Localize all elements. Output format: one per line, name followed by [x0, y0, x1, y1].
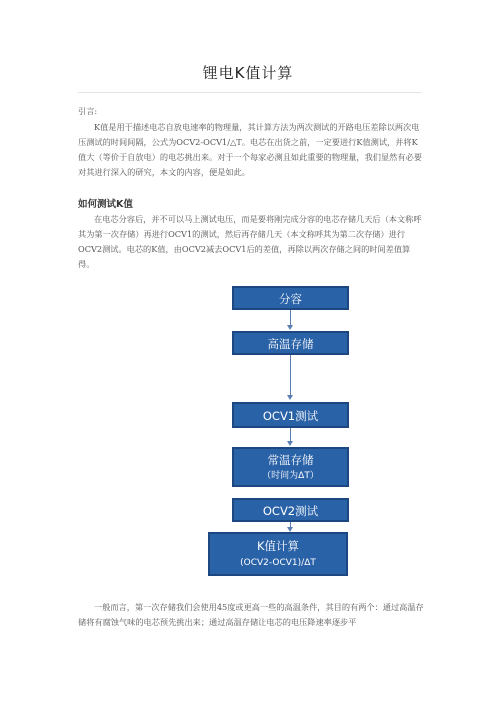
flow-step-label: 分容 — [279, 292, 302, 306]
flow-step-room-temp-storage — [232, 447, 349, 487]
flow-step-label: OCV1测试 — [262, 409, 319, 423]
flow-step-ocv2-test — [232, 498, 349, 522]
flow-step-label: K值计算 — [256, 539, 300, 553]
flow-arrowhead — [287, 441, 293, 446]
section-heading: 如何测试K值 — [78, 199, 133, 210]
flow-step-ocv1-test — [232, 402, 349, 428]
section-paragraph: 在电芯分容后，并不可以马上测试电压，而是要将刚完成分容的电芯存储几天后（本文称呼其为第一次存储）再进行OCV1的测试，然后再存储几天（本文称呼其为第二次存储）进行OCV2测试。电芯的K值，由OCV2减去OCV1后的差值，再除以两次存储之间的时间差值算得。 — [78, 214, 422, 269]
flow-step-formula: (OCV2-OCV1)/ΔT — [240, 558, 316, 568]
intro-label: 引言: — [78, 106, 98, 116]
flow-step-high-temp-storage — [232, 331, 349, 355]
document-title: 锂电K值计算 — [202, 64, 294, 82]
flow-step-label: OCV2测试 — [262, 504, 319, 518]
bottom-paragraph: 一般而言，第一次存储我们会使用45度或更高一些的高温条件，其目的有两个：通过高温存储将有腐蚀气味的电芯预先挑出来；通过高温存储让电芯的电压降速率逐步平 — [78, 602, 424, 627]
flow-arrowhead — [287, 395, 293, 400]
flow-step-label: 常温存储 — [267, 453, 314, 467]
flow-step-k-value-calc — [208, 532, 348, 576]
flow-arrow — [290, 355, 291, 395]
flow-arrow — [290, 428, 291, 442]
flow-step-sublabel: （时间为ΔT） — [262, 471, 319, 481]
title-divider — [78, 92, 422, 93]
flow-arrowhead — [287, 325, 293, 330]
flow-step-label: 高温存储 — [267, 337, 314, 351]
flow-step-capacity-grading — [232, 286, 349, 310]
intro-paragraph: K值是用于描述电芯自放电速率的物理量，其计算方法为两次测试的开路电压差除以两次电压测试的时间间隔，公式为OCV2-OCV1/△T。电芯在出货之前，一定要进行K值测试，并将K值大（等价于自放电）的电芯挑出来。对于一个每家必测且如此重要的物理量，我们显然有必要对其进行深入的研究，本文的内容，便是如此。 — [78, 122, 422, 177]
flow-arrow — [290, 310, 291, 325]
